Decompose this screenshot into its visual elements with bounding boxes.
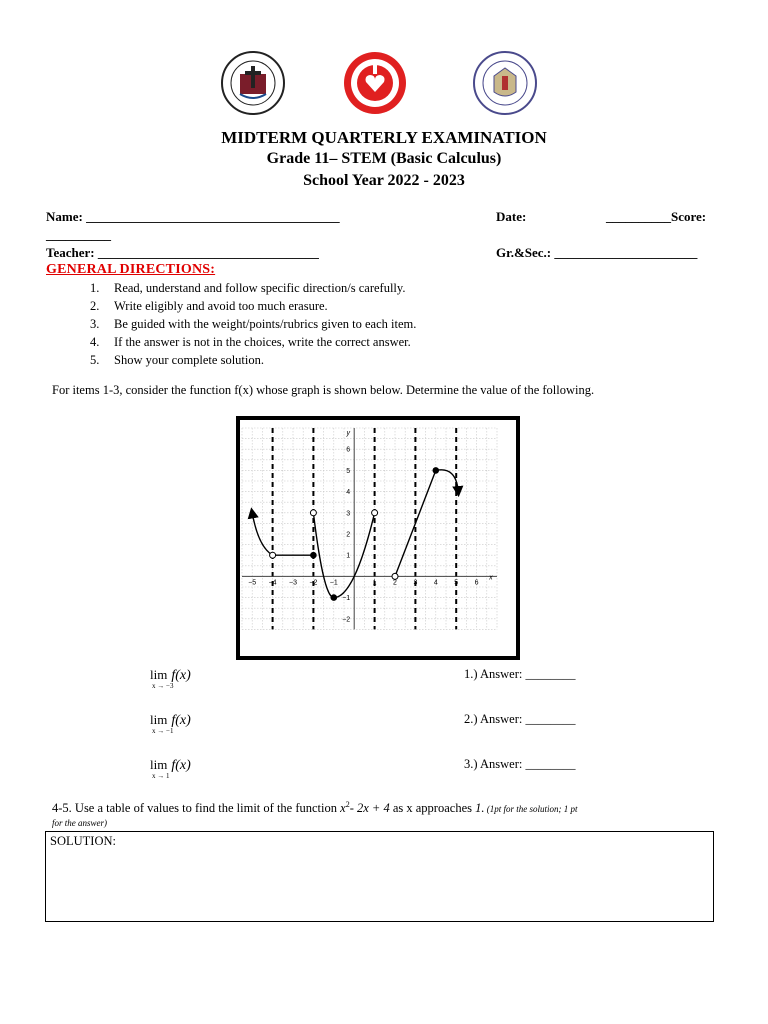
y-tick-label: 2 — [346, 531, 351, 539]
graph-axes — [242, 428, 497, 629]
graph-grid — [242, 428, 497, 629]
x-tick-label: 6 — [474, 579, 479, 587]
solution-box[interactable] — [45, 831, 714, 922]
direction-item: 3. Be guided with the weight/points/rubrics given to each item. — [90, 317, 417, 331]
question-4-5: 4-5. Use a table of values to find the limit of the function $x^2-$ 2x + 4 as x approaches 1. (1pt for the solution; 1 pt — [52, 800, 578, 816]
x-tick-label: 4 — [433, 579, 438, 587]
y-tick-label: −2 — [342, 616, 351, 624]
general-directions-heading: GENERAL DIRECTIONS: — [46, 262, 216, 277]
curve-right-segment — [436, 470, 458, 492]
x-tick-label: −1 — [329, 579, 338, 587]
function-text: f(x) — [171, 758, 191, 773]
score-field-continued[interactable]: __________ — [46, 227, 111, 242]
school-seal-logo — [220, 50, 286, 116]
solution-label: SOLUTION: — [50, 834, 116, 848]
closed-point — [331, 594, 338, 601]
name-field[interactable]: Name: _______________________________________ — [46, 209, 340, 224]
score-field[interactable]: __________Score: — [606, 209, 707, 224]
x-tick-label: 3 — [413, 579, 418, 587]
y-tick-label: −1 — [342, 595, 351, 603]
logo-row — [0, 50, 768, 114]
date-label: Date: — [496, 209, 527, 224]
points-note: for the answer) — [52, 818, 107, 828]
limit-question-3 — [150, 756, 230, 784]
open-point — [270, 552, 276, 558]
y-tick-label: 1 — [346, 552, 351, 560]
lim-text: lim — [150, 712, 168, 727]
x-tick-label: 5 — [454, 579, 459, 587]
x-tick-label: −5 — [248, 579, 257, 587]
direction-item: 2. Write eligibly and avoid too much erasure. — [90, 299, 328, 313]
closed-point — [433, 467, 440, 474]
limit-subscript: x → 1 — [152, 772, 170, 780]
graph-curve — [252, 467, 458, 598]
x-tick-label: −3 — [289, 579, 297, 587]
function-text: f(x) — [171, 668, 191, 683]
y-tick-label: 6 — [346, 446, 351, 454]
graph-instructions: For items 1-3, consider the function f(x) whose graph is shown below. Determine the value of the following. — [52, 383, 595, 397]
x-tick-label: 1 — [372, 579, 377, 587]
direction-item: 5. Show your complete solution. — [90, 353, 264, 367]
sacred-heart-logo — [342, 50, 408, 116]
exam-title: MIDTERM QUARTERLY EXAMINATION — [221, 128, 547, 147]
y-tick-label: 5 — [346, 467, 351, 475]
x-tick-label: −2 — [309, 579, 318, 587]
school-year: School Year 2022 - 2023 — [303, 172, 465, 189]
answer-blank-3[interactable]: 3.) Answer: ________ — [464, 757, 576, 771]
lim-text: lim — [150, 667, 168, 682]
function-graph — [240, 420, 516, 656]
open-point — [372, 510, 378, 516]
lim-text: lim — [150, 757, 168, 772]
teacher-field[interactable]: Teacher: __________________________________ — [46, 245, 319, 260]
x-axis-label: x — [489, 574, 493, 582]
open-point — [392, 573, 398, 579]
learning-center-logo — [472, 50, 538, 116]
open-point — [310, 510, 316, 516]
y-tick-label: 4 — [346, 489, 351, 497]
answer-blank-1[interactable]: 1.) Answer: ________ — [464, 667, 576, 681]
function-graph-frame — [236, 416, 520, 660]
direction-item: 1. Read, understand and follow specific direction/s carefully. — [90, 281, 406, 295]
y-axis-label: y — [346, 430, 350, 438]
limit-subscript: x → −1 — [152, 727, 174, 735]
closed-point — [310, 552, 317, 559]
exam-subtitle: Grade 11– STEM (Basic Calculus) — [266, 150, 502, 167]
x-tick-label: −4 — [268, 579, 277, 587]
grade-section-field[interactable]: Gr.&Sec.: ______________________ — [496, 245, 698, 260]
limit-subscript: x → −3 — [152, 682, 174, 690]
limit-question-2 — [150, 711, 230, 739]
y-tick-label: 3 — [346, 510, 351, 518]
function-text: f(x) — [171, 713, 191, 728]
x-tick-label: 2 — [393, 579, 397, 587]
direction-item: 4. If the answer is not in the choices, write the correct answer. — [90, 335, 411, 349]
directions-list — [90, 279, 416, 369]
answer-blank-2[interactable]: 2.) Answer: ________ — [464, 712, 576, 726]
limit-question-1 — [150, 666, 230, 694]
